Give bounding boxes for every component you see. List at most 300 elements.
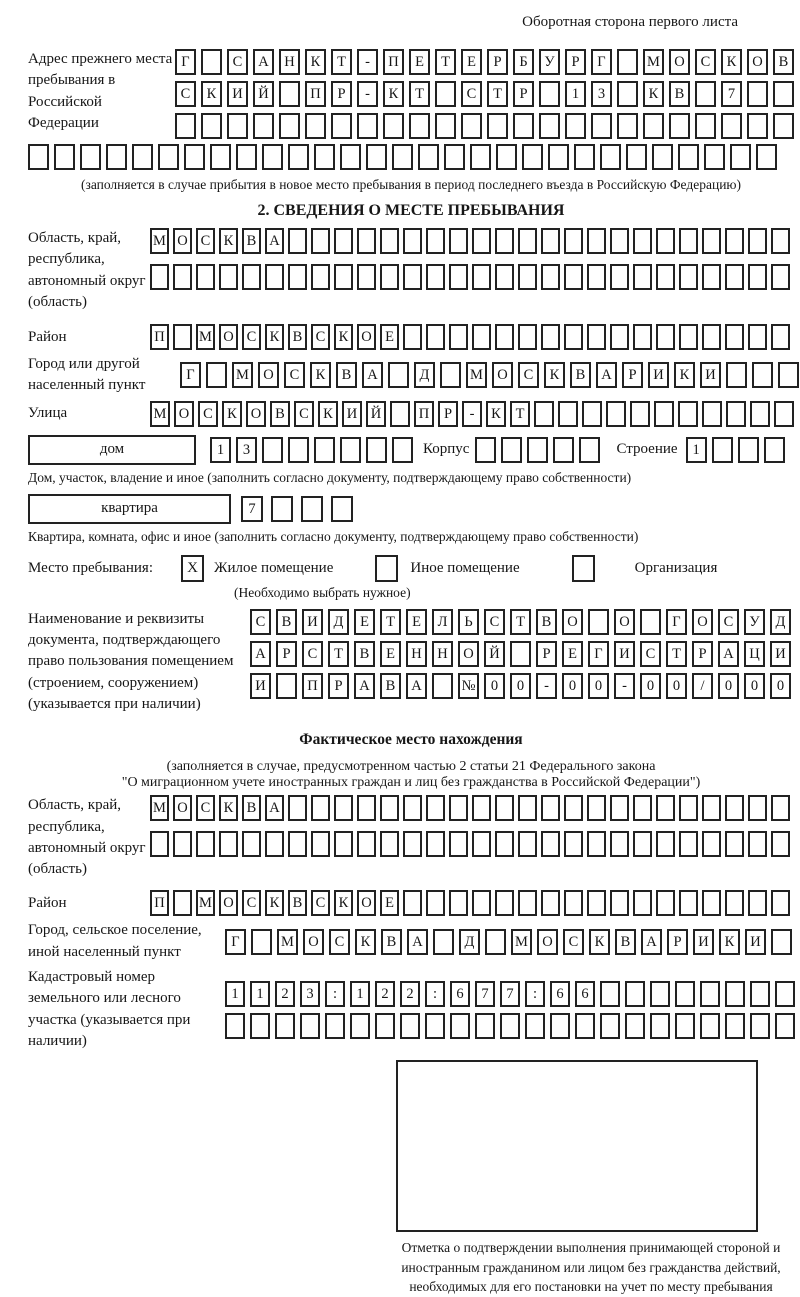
- form-cell[interactable]: [450, 1013, 470, 1039]
- form-cell[interactable]: -: [357, 81, 378, 107]
- form-cell[interactable]: [305, 113, 326, 139]
- form-cell[interactable]: [553, 437, 574, 463]
- form-cell[interactable]: [409, 113, 430, 139]
- form-cell[interactable]: Н: [406, 641, 427, 667]
- form-cell[interactable]: [449, 831, 468, 857]
- form-cell[interactable]: [679, 228, 698, 254]
- form-cell[interactable]: Р: [667, 929, 688, 955]
- form-cell[interactable]: В: [288, 324, 307, 350]
- form-cell[interactable]: Д: [770, 609, 791, 635]
- form-cell[interactable]: С: [695, 49, 716, 75]
- form-cell[interactable]: [403, 264, 422, 290]
- form-cell[interactable]: [587, 795, 606, 821]
- form-cell[interactable]: [251, 929, 272, 955]
- form-cell[interactable]: К: [355, 929, 376, 955]
- form-cell[interactable]: [541, 890, 560, 916]
- form-cell[interactable]: А: [354, 673, 375, 699]
- form-cell[interactable]: [173, 831, 192, 857]
- form-cell[interactable]: [610, 831, 629, 857]
- form-cell[interactable]: К: [719, 929, 740, 955]
- form-cell[interactable]: [357, 113, 378, 139]
- form-cell[interactable]: И: [648, 362, 669, 388]
- form-cell[interactable]: 1: [686, 437, 707, 463]
- form-cell[interactable]: О: [246, 401, 266, 427]
- form-cell[interactable]: В: [381, 929, 402, 955]
- form-cell[interactable]: [311, 264, 330, 290]
- form-cell[interactable]: [669, 113, 690, 139]
- form-cell[interactable]: [80, 144, 101, 170]
- form-cell[interactable]: [472, 264, 491, 290]
- form-cell[interactable]: :: [525, 981, 545, 1007]
- form-cell[interactable]: О: [492, 362, 513, 388]
- form-cell[interactable]: 7: [500, 981, 520, 1007]
- form-cell[interactable]: В: [276, 609, 297, 635]
- form-cell[interactable]: [725, 324, 744, 350]
- form-cell[interactable]: Г: [225, 929, 246, 955]
- form-cell[interactable]: [518, 795, 537, 821]
- form-cell[interactable]: [435, 81, 456, 107]
- form-cell[interactable]: [550, 1013, 570, 1039]
- form-cell[interactable]: Й: [253, 81, 274, 107]
- form-cell[interactable]: 0: [744, 673, 765, 699]
- form-cell[interactable]: [390, 401, 410, 427]
- form-cell[interactable]: [432, 673, 453, 699]
- form-cell[interactable]: [738, 437, 759, 463]
- form-cell[interactable]: К: [334, 324, 353, 350]
- form-cell[interactable]: [564, 228, 583, 254]
- form-cell[interactable]: [380, 264, 399, 290]
- form-cell[interactable]: С: [518, 362, 539, 388]
- form-cell[interactable]: [426, 890, 445, 916]
- form-cell[interactable]: [610, 264, 629, 290]
- form-cell[interactable]: 3: [591, 81, 612, 107]
- form-cell[interactable]: В: [570, 362, 591, 388]
- form-cell[interactable]: М: [150, 795, 169, 821]
- form-cell[interactable]: [564, 831, 583, 857]
- form-cell[interactable]: [725, 890, 744, 916]
- form-cell[interactable]: Н: [432, 641, 453, 667]
- form-cell[interactable]: Р: [331, 81, 352, 107]
- form-cell[interactable]: К: [486, 401, 506, 427]
- form-cell[interactable]: П: [414, 401, 434, 427]
- form-cell[interactable]: [600, 1013, 620, 1039]
- form-cell[interactable]: [558, 401, 578, 427]
- form-cell[interactable]: С: [329, 929, 350, 955]
- form-cell[interactable]: Т: [328, 641, 349, 667]
- form-cell[interactable]: [403, 324, 422, 350]
- form-cell[interactable]: [679, 324, 698, 350]
- stay-option-other-checkbox[interactable]: [375, 555, 398, 582]
- form-cell[interactable]: [525, 1013, 545, 1039]
- form-cell[interactable]: [725, 1013, 745, 1039]
- form-cell[interactable]: [265, 264, 284, 290]
- form-cell[interactable]: [242, 831, 261, 857]
- form-cell[interactable]: [279, 81, 300, 107]
- form-cell[interactable]: С: [461, 81, 482, 107]
- form-cell[interactable]: [444, 144, 465, 170]
- form-cell[interactable]: [227, 113, 248, 139]
- form-cell[interactable]: М: [232, 362, 253, 388]
- form-cell[interactable]: [426, 264, 445, 290]
- form-cell[interactable]: [435, 113, 456, 139]
- form-cell[interactable]: С: [294, 401, 314, 427]
- form-cell[interactable]: К: [383, 81, 404, 107]
- form-cell[interactable]: [300, 1013, 320, 1039]
- form-cell[interactable]: О: [303, 929, 324, 955]
- form-cell[interactable]: В: [354, 641, 375, 667]
- form-cell[interactable]: [175, 113, 196, 139]
- form-cell[interactable]: А: [362, 362, 383, 388]
- form-cell[interactable]: [656, 324, 675, 350]
- form-cell[interactable]: Р: [513, 81, 534, 107]
- form-cell[interactable]: [418, 144, 439, 170]
- form-cell[interactable]: [756, 144, 777, 170]
- form-cell[interactable]: В: [773, 49, 794, 75]
- form-cell[interactable]: [288, 264, 307, 290]
- form-cell[interactable]: К: [201, 81, 222, 107]
- form-cell[interactable]: [771, 264, 790, 290]
- form-cell[interactable]: [518, 264, 537, 290]
- form-cell[interactable]: [541, 831, 560, 857]
- form-cell[interactable]: С: [227, 49, 248, 75]
- form-cell[interactable]: [771, 324, 790, 350]
- form-cell[interactable]: [219, 264, 238, 290]
- form-cell[interactable]: М: [196, 890, 215, 916]
- form-cell[interactable]: [288, 437, 309, 463]
- form-cell[interactable]: [495, 831, 514, 857]
- form-cell[interactable]: Е: [409, 49, 430, 75]
- form-cell[interactable]: [196, 831, 215, 857]
- form-cell[interactable]: И: [745, 929, 766, 955]
- form-cell[interactable]: [449, 264, 468, 290]
- form-cell[interactable]: О: [537, 929, 558, 955]
- form-cell[interactable]: [334, 795, 353, 821]
- form-cell[interactable]: К: [643, 81, 664, 107]
- form-cell[interactable]: 7: [241, 496, 263, 522]
- form-cell[interactable]: [132, 144, 153, 170]
- form-cell[interactable]: [702, 324, 721, 350]
- form-cell[interactable]: [656, 228, 675, 254]
- form-cell[interactable]: [375, 1013, 395, 1039]
- form-cell[interactable]: [495, 324, 514, 350]
- form-cell[interactable]: О: [219, 324, 238, 350]
- form-cell[interactable]: [366, 144, 387, 170]
- form-cell[interactable]: [501, 437, 522, 463]
- form-cell[interactable]: [617, 81, 638, 107]
- form-cell[interactable]: Р: [487, 49, 508, 75]
- form-cell[interactable]: Ь: [458, 609, 479, 635]
- form-cell[interactable]: К: [318, 401, 338, 427]
- form-cell[interactable]: [764, 437, 785, 463]
- form-cell[interactable]: [461, 113, 482, 139]
- form-cell[interactable]: [253, 113, 274, 139]
- form-cell[interactable]: К: [219, 228, 238, 254]
- form-cell[interactable]: [173, 890, 192, 916]
- form-cell[interactable]: [610, 890, 629, 916]
- form-cell[interactable]: [495, 795, 514, 821]
- form-cell[interactable]: Р: [565, 49, 586, 75]
- form-cell[interactable]: [495, 264, 514, 290]
- form-cell[interactable]: О: [562, 609, 583, 635]
- form-cell[interactable]: С: [718, 609, 739, 635]
- form-cell[interactable]: [725, 831, 744, 857]
- form-cell[interactable]: [173, 264, 192, 290]
- form-cell[interactable]: Е: [380, 324, 399, 350]
- form-cell[interactable]: [403, 831, 422, 857]
- form-cell[interactable]: С: [563, 929, 584, 955]
- form-cell[interactable]: 1: [250, 981, 270, 1007]
- form-cell[interactable]: [587, 324, 606, 350]
- form-cell[interactable]: [654, 401, 674, 427]
- form-cell[interactable]: [518, 831, 537, 857]
- form-cell[interactable]: [513, 113, 534, 139]
- form-cell[interactable]: С: [242, 324, 261, 350]
- form-cell[interactable]: 3: [236, 437, 257, 463]
- form-cell[interactable]: [487, 113, 508, 139]
- form-cell[interactable]: И: [227, 81, 248, 107]
- form-cell[interactable]: И: [693, 929, 714, 955]
- form-cell[interactable]: 7: [721, 81, 742, 107]
- form-cell[interactable]: [380, 795, 399, 821]
- form-cell[interactable]: [633, 890, 652, 916]
- form-cell[interactable]: [28, 144, 49, 170]
- form-cell[interactable]: М: [511, 929, 532, 955]
- form-cell[interactable]: [702, 228, 721, 254]
- form-cell[interactable]: [392, 144, 413, 170]
- form-cell[interactable]: :: [425, 981, 445, 1007]
- form-cell[interactable]: С: [311, 324, 330, 350]
- form-cell[interactable]: [334, 228, 353, 254]
- form-cell[interactable]: [725, 228, 744, 254]
- form-cell[interactable]: [702, 890, 721, 916]
- form-cell[interactable]: М: [150, 228, 169, 254]
- form-cell[interactable]: [591, 113, 612, 139]
- form-cell[interactable]: В: [536, 609, 557, 635]
- form-cell[interactable]: [539, 113, 560, 139]
- form-cell[interactable]: -: [462, 401, 482, 427]
- form-cell[interactable]: А: [250, 641, 271, 667]
- form-cell[interactable]: 2: [400, 981, 420, 1007]
- form-cell[interactable]: -: [357, 49, 378, 75]
- form-cell[interactable]: [725, 795, 744, 821]
- form-cell[interactable]: М: [150, 401, 170, 427]
- form-cell[interactable]: С: [242, 890, 261, 916]
- form-cell[interactable]: [773, 113, 794, 139]
- form-cell[interactable]: И: [250, 673, 271, 699]
- form-cell[interactable]: [700, 981, 720, 1007]
- form-cell[interactable]: [675, 1013, 695, 1039]
- form-cell[interactable]: [750, 1013, 770, 1039]
- stay-option-residential-checkbox[interactable]: X: [181, 555, 204, 582]
- form-cell[interactable]: [617, 49, 638, 75]
- form-cell[interactable]: 0: [718, 673, 739, 699]
- form-cell[interactable]: М: [466, 362, 487, 388]
- form-cell[interactable]: [475, 1013, 495, 1039]
- form-cell[interactable]: [449, 890, 468, 916]
- form-cell[interactable]: [527, 437, 548, 463]
- form-cell[interactable]: [403, 228, 422, 254]
- form-cell[interactable]: Й: [366, 401, 386, 427]
- form-cell[interactable]: [357, 228, 376, 254]
- form-cell[interactable]: [331, 113, 352, 139]
- form-cell[interactable]: [678, 144, 699, 170]
- form-cell[interactable]: [219, 831, 238, 857]
- form-cell[interactable]: О: [747, 49, 768, 75]
- form-cell[interactable]: [340, 144, 361, 170]
- form-cell[interactable]: 6: [550, 981, 570, 1007]
- form-cell[interactable]: [541, 795, 560, 821]
- form-cell[interactable]: Ц: [744, 641, 765, 667]
- form-cell[interactable]: [357, 264, 376, 290]
- form-cell[interactable]: [656, 890, 675, 916]
- form-cell[interactable]: [633, 831, 652, 857]
- form-cell[interactable]: С: [198, 401, 218, 427]
- form-cell[interactable]: Г: [666, 609, 687, 635]
- form-cell[interactable]: К: [305, 49, 326, 75]
- stay-option-organization-checkbox[interactable]: [572, 555, 595, 582]
- form-cell[interactable]: [630, 401, 650, 427]
- form-cell[interactable]: С: [640, 641, 661, 667]
- form-cell[interactable]: [695, 113, 716, 139]
- form-cell[interactable]: [275, 1013, 295, 1039]
- form-cell[interactable]: С: [311, 890, 330, 916]
- form-cell[interactable]: К: [674, 362, 695, 388]
- form-cell[interactable]: И: [700, 362, 721, 388]
- form-cell[interactable]: [242, 264, 261, 290]
- form-cell[interactable]: И: [302, 609, 323, 635]
- form-cell[interactable]: [650, 981, 670, 1007]
- form-cell[interactable]: Р: [536, 641, 557, 667]
- form-cell[interactable]: [600, 981, 620, 1007]
- form-cell[interactable]: [712, 437, 733, 463]
- form-cell[interactable]: [311, 228, 330, 254]
- form-cell[interactable]: [262, 437, 283, 463]
- form-cell[interactable]: [775, 1013, 795, 1039]
- form-cell[interactable]: [518, 228, 537, 254]
- form-cell[interactable]: Е: [406, 609, 427, 635]
- form-cell[interactable]: К: [310, 362, 331, 388]
- form-cell[interactable]: [656, 831, 675, 857]
- form-cell[interactable]: [679, 890, 698, 916]
- form-cell[interactable]: 3: [300, 981, 320, 1007]
- form-cell[interactable]: [150, 831, 169, 857]
- form-cell[interactable]: Н: [279, 49, 300, 75]
- form-cell[interactable]: Т: [409, 81, 430, 107]
- form-cell[interactable]: [575, 1013, 595, 1039]
- form-cell[interactable]: [541, 228, 560, 254]
- form-cell[interactable]: [725, 981, 745, 1007]
- form-cell[interactable]: [279, 113, 300, 139]
- form-cell[interactable]: [771, 929, 792, 955]
- form-cell[interactable]: Д: [414, 362, 435, 388]
- form-cell[interactable]: [587, 228, 606, 254]
- form-cell[interactable]: [564, 795, 583, 821]
- form-cell[interactable]: [472, 324, 491, 350]
- form-cell[interactable]: 0: [588, 673, 609, 699]
- form-cell[interactable]: [288, 795, 307, 821]
- form-cell[interactable]: [440, 362, 461, 388]
- form-cell[interactable]: П: [150, 890, 169, 916]
- form-cell[interactable]: Г: [588, 641, 609, 667]
- form-cell[interactable]: Б: [513, 49, 534, 75]
- form-cell[interactable]: [449, 324, 468, 350]
- form-cell[interactable]: И: [342, 401, 362, 427]
- form-cell[interactable]: [206, 362, 227, 388]
- form-cell[interactable]: [433, 929, 454, 955]
- form-cell[interactable]: [726, 401, 746, 427]
- form-cell[interactable]: К: [544, 362, 565, 388]
- form-cell[interactable]: Й: [484, 641, 505, 667]
- form-cell[interactable]: М: [277, 929, 298, 955]
- form-cell[interactable]: О: [219, 890, 238, 916]
- form-cell[interactable]: [675, 981, 695, 1007]
- form-cell[interactable]: [588, 609, 609, 635]
- form-cell[interactable]: В: [270, 401, 290, 427]
- form-cell[interactable]: [704, 144, 725, 170]
- form-cell[interactable]: 1: [350, 981, 370, 1007]
- form-cell[interactable]: М: [643, 49, 664, 75]
- form-cell[interactable]: [748, 264, 767, 290]
- form-cell[interactable]: [331, 496, 353, 522]
- form-cell[interactable]: [541, 324, 560, 350]
- form-cell[interactable]: [700, 1013, 720, 1039]
- form-cell[interactable]: П: [383, 49, 404, 75]
- form-cell[interactable]: 0: [562, 673, 583, 699]
- form-cell[interactable]: [774, 401, 794, 427]
- form-cell[interactable]: [579, 437, 600, 463]
- form-cell[interactable]: [495, 228, 514, 254]
- form-cell[interactable]: [518, 890, 537, 916]
- form-cell[interactable]: [173, 324, 192, 350]
- form-cell[interactable]: [679, 264, 698, 290]
- form-cell[interactable]: Т: [331, 49, 352, 75]
- form-cell[interactable]: М: [196, 324, 215, 350]
- form-cell[interactable]: [236, 144, 257, 170]
- form-cell[interactable]: [606, 401, 626, 427]
- form-cell[interactable]: В: [615, 929, 636, 955]
- form-cell[interactable]: [334, 264, 353, 290]
- form-cell[interactable]: Г: [591, 49, 612, 75]
- form-cell[interactable]: Р: [438, 401, 458, 427]
- form-cell[interactable]: [276, 673, 297, 699]
- form-cell[interactable]: Р: [622, 362, 643, 388]
- form-cell[interactable]: Е: [380, 890, 399, 916]
- form-cell[interactable]: А: [406, 673, 427, 699]
- form-cell[interactable]: [702, 401, 722, 427]
- form-cell[interactable]: [747, 81, 768, 107]
- form-cell[interactable]: В: [380, 673, 401, 699]
- form-cell[interactable]: А: [641, 929, 662, 955]
- form-cell[interactable]: О: [614, 609, 635, 635]
- form-cell[interactable]: [426, 228, 445, 254]
- form-cell[interactable]: Т: [510, 609, 531, 635]
- form-cell[interactable]: К: [219, 795, 238, 821]
- form-cell[interactable]: К: [265, 324, 284, 350]
- form-cell[interactable]: [747, 113, 768, 139]
- form-cell[interactable]: 2: [275, 981, 295, 1007]
- form-cell[interactable]: [643, 113, 664, 139]
- form-cell[interactable]: /: [692, 673, 713, 699]
- form-cell[interactable]: [472, 831, 491, 857]
- form-cell[interactable]: [426, 795, 445, 821]
- form-cell[interactable]: К: [589, 929, 610, 955]
- form-cell[interactable]: С: [302, 641, 323, 667]
- form-cell[interactable]: 6: [575, 981, 595, 1007]
- form-cell[interactable]: [325, 1013, 345, 1039]
- form-cell[interactable]: [548, 144, 569, 170]
- form-cell[interactable]: 0: [484, 673, 505, 699]
- form-cell[interactable]: [334, 831, 353, 857]
